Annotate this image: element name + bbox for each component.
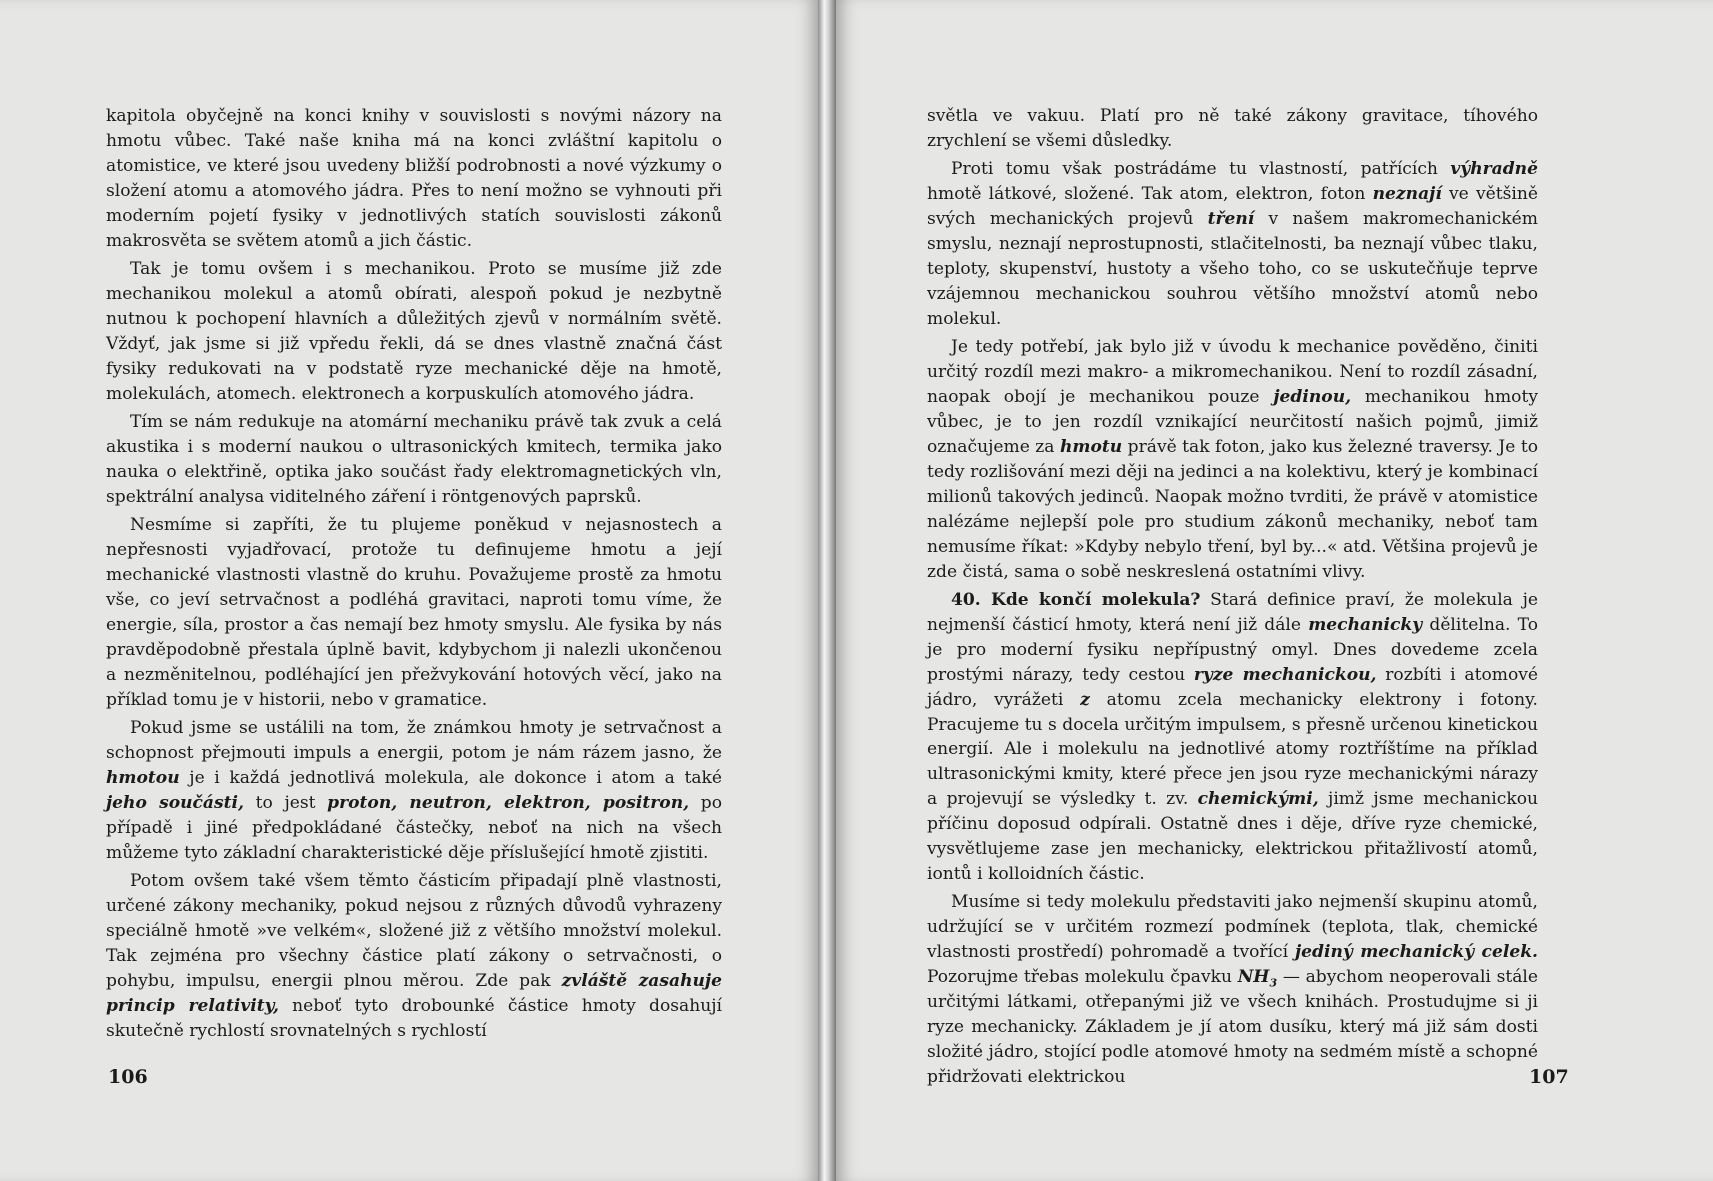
text-run: Proti tomu však postrádáme tu vlastností, patřících — [951, 159, 1451, 180]
emphasis: zvláště zasahuje princip relativity, — [106, 970, 722, 1016]
paragraph — [927, 157, 1538, 331]
text-run: dělitelna. To je pro moderní fysiku nepřípustný omyl. Dnes dovedeme zcela prostými nárazy, tedy cestou — [927, 614, 1538, 685]
text-run: mechanikou hmoty vůbec, je to jen rozdíl vznikající neurčitostí našich pojmů, jimiž označujeme za — [927, 387, 1538, 457]
emphasis: mechanicky — [1308, 614, 1423, 635]
text-run: jimž jsme mechanickou příčinu doposud odpírali. Ostatně dnes i děje, dříve ryze chemické, vysvětlujeme zase jen mechanicky, elektrickou přitažlivostí atomů, iontů i kolloidních částic. — [927, 789, 1538, 884]
emphasis: chemickými, — [1197, 789, 1319, 810]
paragraph: Nesmíme si zapříti, že tu plujeme poněkud v nejasnostech a nepřesnosti vyjadřovací, protože tu definujeme hmotu a její mechanické vlastnosti vlastně do kruhu. Považujeme prostě za hmotu vše, co jeví setrvačnost a podléhá gravitaci, naproti tomu víme, že energie, síla, prostor a čas nemají bez hmoty smyslu. Ale fysika by nás pravděpodobně přestala úplně bavit, kdybychom ji nalezli ukončenou a nezměnitelnou, podléhající jen přežvykování hotových věcí, jako na příklad tomu je v historii, nebo v gramatice. — [106, 515, 722, 710]
paragraph: kapitola obyčejně na konci knihy v souvislosti s novými názory na hmotu vůbec. Také naše kniha má na konci zvláštní kapitolu o atomistice, ve které jsou uvedeny bližší podrobnosti a nové výzkumy o složení atomu a atomového jádra. Přes to není možno se vyhnouti při moderním pojetí fysiky v jednotlivých statích souvislosti zákonů makrosvěta se světem atomů a jich částic. — [106, 106, 722, 251]
paragraph — [106, 716, 722, 865]
emphasis: proton, neutron, elektron, positron, — [327, 792, 690, 813]
right-page-text — [927, 104, 1538, 1090]
paragraph — [927, 335, 1538, 584]
chemical-formula — [1237, 967, 1278, 990]
paragraph — [106, 869, 722, 1043]
section-heading: 40. Kde končí molekula? — [951, 590, 1201, 610]
text-run: v našem makromechanickém smyslu, neznají neprostupnosti, stlačitelnosti, ba neznají vůbec tlaku, teploty, skupenství, hustoty a všeho toho, co se uskutečňuje teprve vzájemnou mechanickou souhrou většího množství atomů nebo molekul. — [927, 209, 1538, 329]
formula-subscript: 3 — [1269, 976, 1278, 990]
emphasis: jediný mechanický celek. — [1294, 942, 1539, 963]
emphasis: hmotou — [106, 767, 180, 788]
text-run: atomu zcela mechanicky elektrony i fotony. Pracujeme tu s docela určitým impulsem, s přesně určenou kinetickou energií. Ale i molekulu na jednotlivé atomy roztříštíme na příklad ultrasonickými kmity, které přece jen jsou ryze mechanickými nárazy a projevují se výsledky t. zv. — [927, 689, 1538, 810]
paragraph — [927, 890, 1538, 1089]
emphasis: z — [1080, 689, 1090, 710]
emphasis: výhradně — [1450, 159, 1538, 180]
text-run: Stará definice praví, že molekula je nejmenší částicí hmoty, která není již dále — [927, 590, 1538, 635]
text-run: po případě i jiné předpokládané částečky, neboť na nich na všech můžeme tyto základní charakteristické děje příslušející hmotě zjistiti. — [106, 792, 722, 863]
text-run: Je tedy potřebí, jak bylo již v úvodu k mechanice pověděno, činiti určitý rozdíl mezi makro- a mikromechanikou. Není to rozdíl zásadní, naopak obojí je mechanikou pouze — [927, 337, 1538, 408]
text-run: to jest — [243, 792, 328, 813]
text-run: hmotě látkové, složené. Tak atom, elektron, foton — [927, 184, 1373, 205]
emphasis: hmotu — [1059, 436, 1123, 457]
emphasis: jeho součásti, — [106, 792, 244, 813]
left-page — [0, 0, 818, 1181]
text-run: Pokud jsme se ustálili na tom, že známkou hmoty je setrvačnost a schopnost přejmouti impuls a energii, potom je nám rázem jasno, že — [106, 718, 722, 764]
text-run: rozbíti i atomové jádro, vyrážeti — [927, 664, 1539, 710]
paragraph — [927, 588, 1538, 887]
text-run: Musíme si tedy molekulu představiti jako nejmenší skupinu atomů, udržující se v určitém rozmezí podmínek (teplota, tlak, chemické vlastnosti prostředí) pohromadě a tvořící — [927, 892, 1538, 963]
emphasis: neznají — [1372, 184, 1442, 205]
emphasis: tření — [1207, 209, 1255, 230]
emphasis: jedinou, — [1273, 387, 1352, 408]
paragraph: Tak je tomu ovšem i s mechanikou. Proto se musíme již zde mechanikou molekul a atomů obírati, alespoň pokud je nezbytně nutnou k pochopení hlavních a důležitých zjevů v normálním světě. Vždyť, jak jsme si již vpředu řekli, dá se dnes vlastně značná část fysiky redukovati na v podstatě ryze mechanické děje na hmotě, molekulách, atomech. elektronech a korpuskulích atomového jádra. — [106, 259, 722, 404]
text-run: neboť tyto drobounké částice hmoty dosahují skutečně rychlostí srovnatelných s rychlostí — [106, 995, 722, 1041]
emphasis: ryze mechanickou, — [1193, 664, 1377, 685]
book-gutter — [818, 0, 836, 1181]
page-number: 106 — [108, 1066, 148, 1088]
paragraph: Tím se nám redukuje na atomární mechaniku právě tak zvuk a celá akustika i s moderní naukou o ultrasonických kmitech, termika jako nauka o elektřině, optika jako součást řady elektromagnetických vln, spektrální analysa viditelného záření i röntgenových paprsků. — [106, 412, 722, 507]
right-page — [836, 0, 1713, 1181]
text-run: právě tak foton, jako kus železné traversy. Je to tedy rozlišování mezi ději na jedinci a na kolektivu, který je kombinací milionů takových jedinců. Naopak možno tvrditi, že právě v atomistice nalézáme nejlepší pole pro studium zákonů mechaniky, neboť tam nemusíme říkat: »Kdyby nebylo tření, byl by...« atd. Většina projevů je zde čistá, sama o sobě neskreslená ostatními vlivy. — [927, 436, 1538, 582]
text-run: je i každá jednotlivá molekula, ale dokonce i atom a také — [179, 767, 722, 788]
formula-symbol: NH — [1237, 967, 1270, 988]
text-run: — abychom neoperovali stále určitými látkami, otřepanými již ve všech knihách. Prostudujme si ji ryze mechanicky. Základem je jí atom dusíku, který má již sám dosti složité jádro, stojící podle atomové hmoty na sedmém místě a schopné přidržovati elektrickou — [927, 967, 1538, 1087]
text-run: Pozorujme třebas molekulu čpavku — [927, 967, 1238, 988]
page-number: 107 — [1529, 1066, 1569, 1088]
text-run: Potom ovšem také všem těmto částicím připadají plně vlastnosti, určené zákony mechaniky, pokud nejsou z různých důvodů vyhrazeny speciálně hmotě »ve velkém«, složené již z většího množství molekul. Tak zejména pro všechny částice platí zákony o setrvačnosti, o pohybu, impulsu, energii plnou měrou. Zde pak — [106, 871, 722, 991]
text-run: ve většině svých mechanických projevů — [927, 184, 1538, 230]
left-page-text — [106, 104, 722, 1044]
paragraph: světla ve vakuu. Platí pro ně také zákony gravitace, tíhového zrychlení se všemi důsledky. — [927, 106, 1538, 151]
